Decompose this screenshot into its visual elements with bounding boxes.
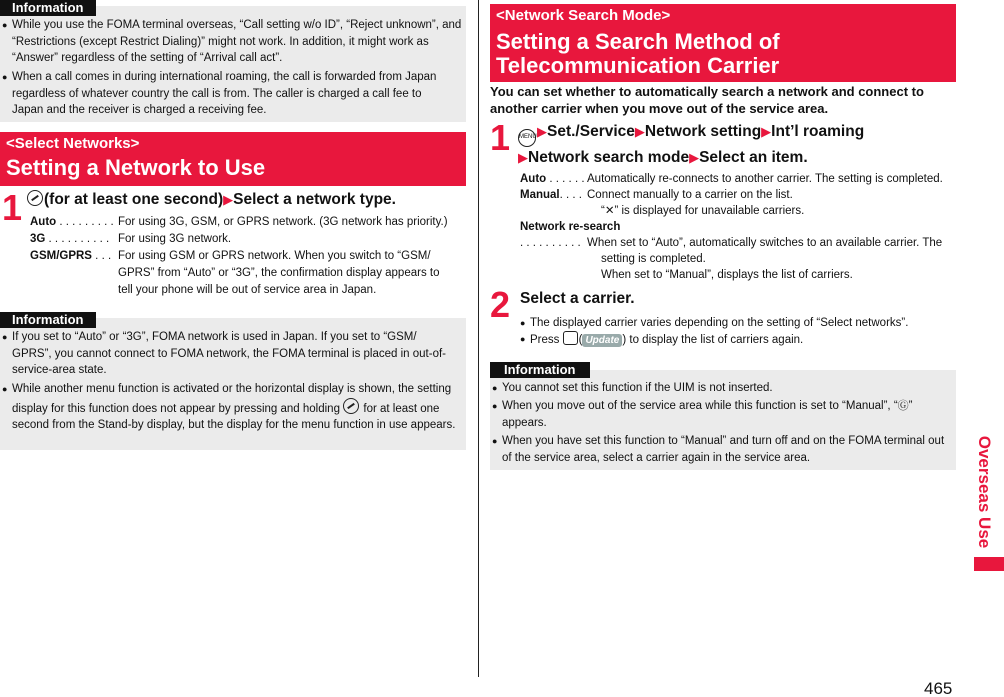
step-key-duration: (for at least one second) xyxy=(44,191,224,208)
arrow-right-icon: ▶ xyxy=(537,124,547,139)
info-bullet: ● While you use the FOMA terminal overseas, “Call setting w/o ID”, “Reject unknown”, and “Restrictions (except Restrict Dialing)” might not work. In addition, it might work as “Answer” regardless of the setting of “Arrival call act”. xyxy=(2,17,464,67)
definition-desc: When set to “Manual”, displays the list of carriers. xyxy=(601,269,853,281)
step-number: 1 xyxy=(2,187,23,228)
definition-row xyxy=(520,267,960,283)
definition-row xyxy=(30,248,470,264)
definition-desc: Automatically re-connects to another carrier. The setting is completed. xyxy=(587,173,943,185)
info-bullet: ● You cannot set this function if the UIM is not inserted. xyxy=(492,380,952,397)
side-tab-label: Overseas Use xyxy=(975,435,994,549)
definition-row xyxy=(520,171,960,187)
step-instruction: MENU▶Set./Service▶Network setting▶Int’l roaming ▶Network search mode▶Select an item. xyxy=(518,123,865,166)
definition-desc: tell your phone will be out of service area in Japan. xyxy=(118,284,377,296)
arrow-right-icon: ▶ xyxy=(518,150,528,165)
menu-key-icon: MENU xyxy=(518,129,536,147)
definition-term: Auto . . . . . . xyxy=(520,173,585,185)
definition-term: GSM/GPRS . . . xyxy=(30,250,112,262)
step-number: 2 xyxy=(490,284,511,325)
definition-desc: When set to “Auto”, automatically switches to an available carrier. The xyxy=(587,237,943,249)
definition-row xyxy=(520,235,960,251)
update-softkey: Update xyxy=(582,334,622,347)
step-action: Select a network type. xyxy=(233,191,396,208)
arrow-right-icon: ▶ xyxy=(689,150,700,165)
mail-key-icon xyxy=(563,331,578,345)
page-number: 465 xyxy=(924,679,953,697)
arrow-right-icon: ▶ xyxy=(634,124,645,139)
definition-term: Network re-search xyxy=(520,221,621,233)
definition-term: 3G . . . . . . . . . . xyxy=(30,233,110,245)
section-subtitle: <Select Networks> xyxy=(6,135,140,152)
definition-desc: For using 3G network. xyxy=(118,233,232,245)
definition-row xyxy=(520,251,960,267)
section-title: Setting a Network to Use xyxy=(6,155,266,180)
intro-text: You can set whether to automatically search a network and connect to another carrier when you move out of the service area. xyxy=(490,84,924,116)
section-subtitle: <Network Search Mode> xyxy=(496,7,671,24)
section-header-select-networks xyxy=(0,132,466,186)
side-tab-marker xyxy=(974,557,1004,571)
step-bullet: ● Press ( Update ) to display the list of carriers again. xyxy=(520,331,960,349)
step-instruction: Select a carrier. xyxy=(520,290,635,307)
info-bullet: ● While another menu function is activated or the horizontal display is shown, the setting display for this function does not appear by pressing and holding for at least one second from the Stand-by display, but the display for the menu function in use appears. xyxy=(2,381,457,434)
info-tab: Information xyxy=(0,312,96,328)
definition-row xyxy=(30,231,470,247)
definition-desc: For using GSM or GPRS network. When you switch to “GSM/ xyxy=(118,250,431,262)
definition-term: Manual. . . . xyxy=(520,189,582,201)
section-header-network-search-mode xyxy=(490,4,956,82)
info-bullet: ● When you move out of the service area while this function is set to “Manual”, “Ⓖ” appears. xyxy=(492,398,952,431)
definition-term: . . . . . . . . . . xyxy=(520,237,581,249)
arrow-right-icon: ▶ xyxy=(761,124,772,139)
out-of-service-icon: Ⓖ xyxy=(897,400,909,412)
definition-term: Auto . . . . . . . . . xyxy=(30,216,114,228)
definition-desc: GPRS” from “Auto” or “3G”, the confirmation display appears to xyxy=(118,267,440,279)
step-instruction xyxy=(27,189,396,211)
info-tab: Information xyxy=(490,362,590,378)
definition-desc: setting is completed. xyxy=(601,253,706,265)
info-bullet: ● When a call comes in during international roaming, the call is forwarded from Japan regardless of whatever country the call is from. The caller is charged a call fee to Japan and the receiver is charged a receiving fee. xyxy=(2,69,442,119)
definition-row xyxy=(520,187,960,203)
definition-desc: For using 3G, GSM, or GPRS network. (3G network has priority.) xyxy=(118,216,448,228)
definition-row xyxy=(520,203,960,219)
info-bullet: ● When you have set this function to “Manual” and turn off and on the FOMA terminal out of the service area, select a carrier again in the service area. xyxy=(492,433,947,466)
definition-row xyxy=(30,214,470,230)
section-title: Telecommunication Carrier xyxy=(496,53,780,78)
definition-row xyxy=(30,282,470,298)
definition-row xyxy=(30,265,470,281)
clear-key-icon xyxy=(343,398,359,414)
definition-desc: “✕” is displayed for unavailable carriers. xyxy=(601,205,805,217)
step-bullet: ● The displayed carrier varies depending on the setting of “Select networks”. xyxy=(520,315,960,332)
step-number: 1 xyxy=(490,117,511,158)
definition-desc: Connect manually to a carrier on the list. xyxy=(587,189,793,201)
arrow-right-icon: ▶ xyxy=(223,192,234,207)
column-divider xyxy=(478,0,479,677)
clear-key-icon xyxy=(27,190,43,206)
info-bullet: ● If you set to “Auto” or “3G”, FOMA network is used in Japan. If you set to “GSM/ GPRS”, you cannot connect to FOMA network, the FOMA terminal is placed in out-of-service-area state. xyxy=(2,329,447,379)
section-title: Setting a Search Method of xyxy=(496,29,780,54)
definition-row xyxy=(520,219,960,235)
info-tab: Information xyxy=(0,0,96,16)
